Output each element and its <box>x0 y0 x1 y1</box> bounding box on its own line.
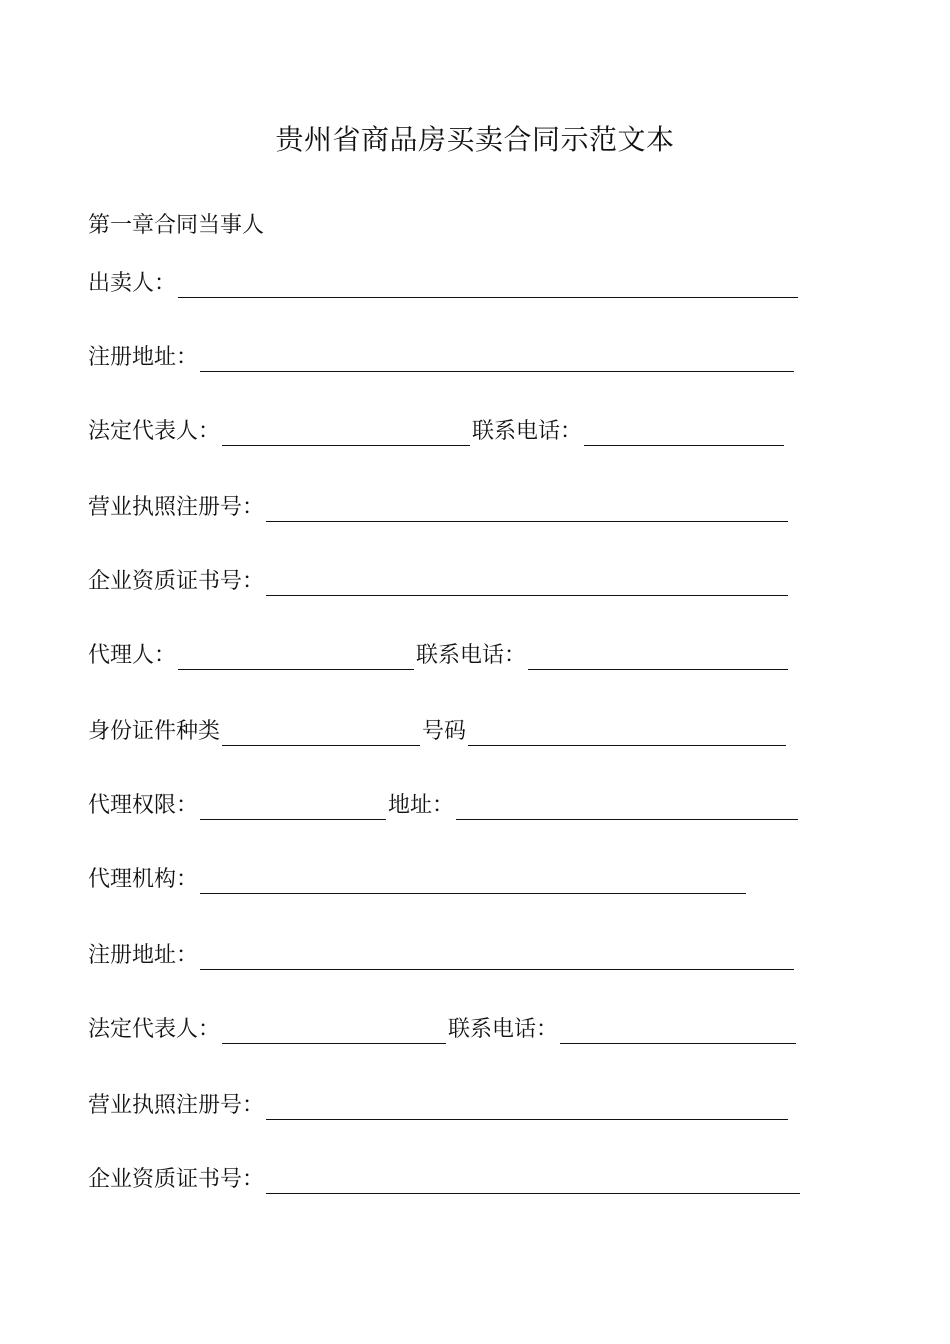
fill-blank[interactable] <box>266 1165 800 1194</box>
field-label: 身份证件种类 <box>88 719 221 744</box>
field-label: 代理人： <box>88 643 177 668</box>
fill-blank[interactable] <box>266 1091 788 1120</box>
field-label: 营业执照注册号： <box>88 1093 265 1118</box>
fill-blank[interactable] <box>222 1015 446 1044</box>
fill-blank[interactable] <box>468 717 786 746</box>
field-row-qualification <box>88 566 790 598</box>
fill-blank[interactable] <box>200 941 794 970</box>
field-row-agency-scope <box>88 790 800 822</box>
field-row-id-document <box>88 716 788 748</box>
field-label: 号码 <box>422 719 467 744</box>
fill-blank[interactable] <box>222 717 420 746</box>
field-label: 企业资质证书号： <box>88 1167 265 1192</box>
fill-blank[interactable] <box>200 343 794 372</box>
field-label: 联系电话： <box>448 1017 559 1042</box>
fill-blank[interactable] <box>266 493 788 522</box>
field-label: 营业执照注册号： <box>88 495 265 520</box>
field-row-seller <box>88 268 800 300</box>
field-row-agency-legal-rep <box>88 1014 798 1046</box>
fill-blank[interactable] <box>584 417 784 446</box>
fill-blank[interactable] <box>528 641 788 670</box>
chapter-heading: 第一章合同当事人 <box>88 213 265 238</box>
field-label: 联系电话： <box>472 419 583 444</box>
field-label: 注册地址： <box>88 345 199 370</box>
field-label: 企业资质证书号： <box>88 569 265 594</box>
fill-blank[interactable] <box>178 641 414 670</box>
field-label: 联系电话： <box>416 643 527 668</box>
field-label: 出卖人： <box>88 271 177 296</box>
fill-blank[interactable] <box>200 791 386 820</box>
field-row-registered-address <box>88 342 796 374</box>
field-row-agency-business-license <box>88 1090 790 1122</box>
field-label: 法定代表人： <box>88 419 221 444</box>
field-label: 法定代表人： <box>88 1017 221 1042</box>
field-row-agent <box>88 640 790 672</box>
document-title: 贵州省商品房买卖合同示范文本 <box>275 123 675 156</box>
field-label: 代理权限： <box>88 793 199 818</box>
fill-blank[interactable] <box>266 567 788 596</box>
field-row-agency-qualification <box>88 1164 802 1196</box>
fill-blank[interactable] <box>456 791 798 820</box>
fill-blank[interactable] <box>178 269 798 298</box>
fill-blank[interactable] <box>560 1015 796 1044</box>
field-row-business-license <box>88 492 790 524</box>
field-row-agency <box>88 864 748 896</box>
field-row-legal-rep <box>88 416 786 448</box>
fill-blank[interactable] <box>222 417 470 446</box>
field-label: 地址： <box>388 793 455 818</box>
field-label: 注册地址： <box>88 943 199 968</box>
fill-blank[interactable] <box>200 865 746 894</box>
field-label: 代理机构： <box>88 867 199 892</box>
field-row-agency-address <box>88 940 796 972</box>
